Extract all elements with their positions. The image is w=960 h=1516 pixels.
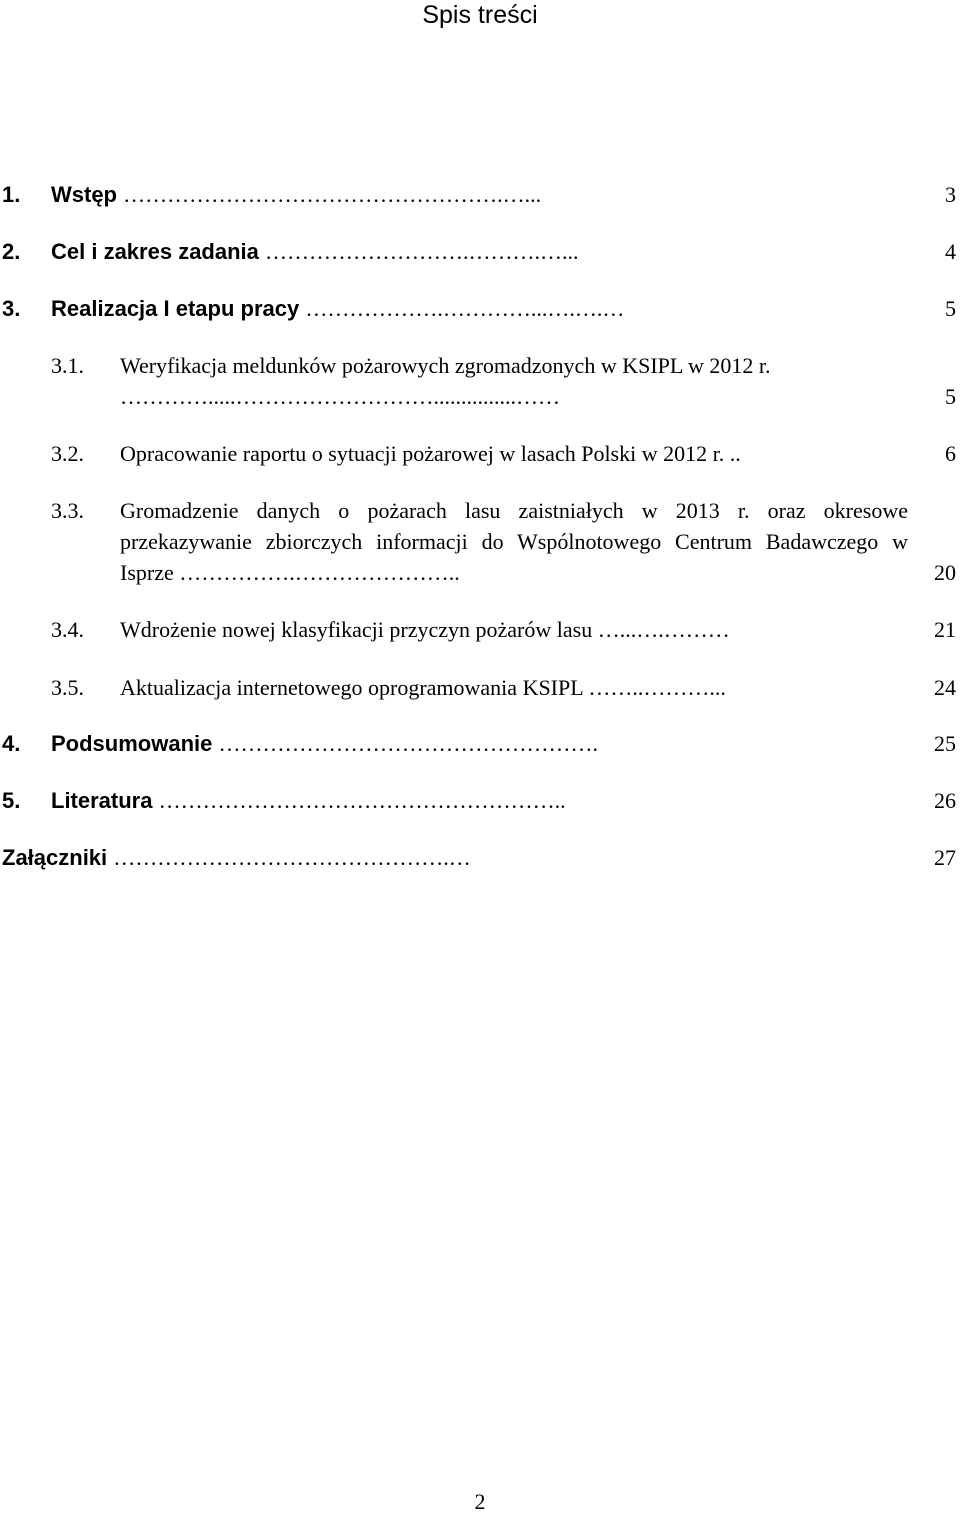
toc-title-wrap: [120, 495, 908, 588]
toc-page-number: 25: [934, 731, 956, 756]
toc-title-wrap: [51, 236, 579, 267]
toc-title-wrap: [120, 438, 741, 469]
toc-title: Wdrożenie nowej klasyfikacji przyczyn pożarów lasu: [120, 617, 593, 642]
toc-number: 2.: [2, 239, 21, 264]
toc-leader: ……………….…………...….….…: [305, 296, 625, 321]
toc-title-wrap: [51, 785, 566, 816]
toc-title: Podsumowanie: [51, 731, 213, 756]
toc-page-number: 5: [945, 384, 956, 409]
toc-title: Literatura: [51, 788, 153, 813]
toc-page-number: 5: [945, 296, 956, 321]
toc-leader: …………………………………………….: [218, 731, 598, 756]
toc-number: 3.1.: [51, 353, 84, 378]
toc-leader: ………….....………………………...............……: [120, 384, 560, 409]
toc-title-wrap: [120, 672, 726, 703]
toc-leader: …...….………: [597, 617, 730, 642]
page-title: Spis treści: [422, 1, 538, 29]
toc-title-wrap: [51, 179, 541, 210]
toc-leader: …………………………………………….…...: [123, 182, 542, 207]
toc-number: 1.: [2, 182, 21, 207]
toc-title: Opracowanie raportu o sytuacji pożarowej w lasach Polski w 2012 r.: [120, 441, 725, 466]
toc-page-number: 4: [945, 239, 956, 264]
toc-title-wrap: [2, 842, 471, 873]
toc-page-number: 3: [945, 182, 956, 207]
toc-number: 3.4.: [51, 617, 84, 642]
toc-title: Weryfikacja meldunków pożarowych zgromadzonych w KSIPL w 2012 r.: [120, 353, 771, 378]
toc-number: 3.2.: [51, 441, 84, 466]
toc-title: Cel i zakres zadania: [51, 239, 259, 264]
toc-title: Załączniki: [2, 845, 108, 870]
toc-page-number: 21: [934, 617, 956, 642]
toc-number: 3.5.: [51, 675, 84, 700]
toc-title-wrap: [51, 728, 598, 759]
toc-page-number: 24: [934, 675, 956, 700]
toc-leader: ..: [729, 441, 741, 466]
toc-number: 4.: [2, 731, 21, 756]
page-number-footer: 2: [474, 1489, 486, 1514]
toc-leader: ……..………...: [588, 675, 726, 700]
toc-page-number: 27: [934, 845, 956, 870]
toc-number: 5.: [2, 788, 21, 813]
toc-number: 3.3.: [51, 498, 84, 523]
toc-title: Wstęp: [51, 182, 117, 207]
toc-title-wrap: [51, 293, 624, 324]
toc-number: 3.: [2, 296, 21, 321]
toc-leader: ………………………………………………..: [158, 788, 566, 813]
toc-page-number: 26: [934, 788, 956, 813]
toc-leader: ……………………………………….…: [113, 845, 471, 870]
toc-leader: …………….…………………..: [179, 560, 460, 585]
toc-title-wrap: [120, 614, 730, 645]
toc-title: Realizacja I etapu pracy: [51, 296, 300, 321]
toc-leader: ……………………….……….…...: [265, 239, 579, 264]
toc-title: Gromadzenie danych o pożarach lasu zaistniałych w 2013 r. oraz okresowe przekazywanie zbiorczych informacji do Wspólnotowego Centrum Badawczego w Isprze: [120, 498, 908, 585]
toc-title-wrap: [120, 350, 860, 412]
toc-title: Aktualizacja internetowego oprogramowania KSIPL: [120, 675, 583, 700]
toc-page-number: 6: [945, 441, 956, 466]
toc-page-number: 20: [934, 560, 956, 585]
